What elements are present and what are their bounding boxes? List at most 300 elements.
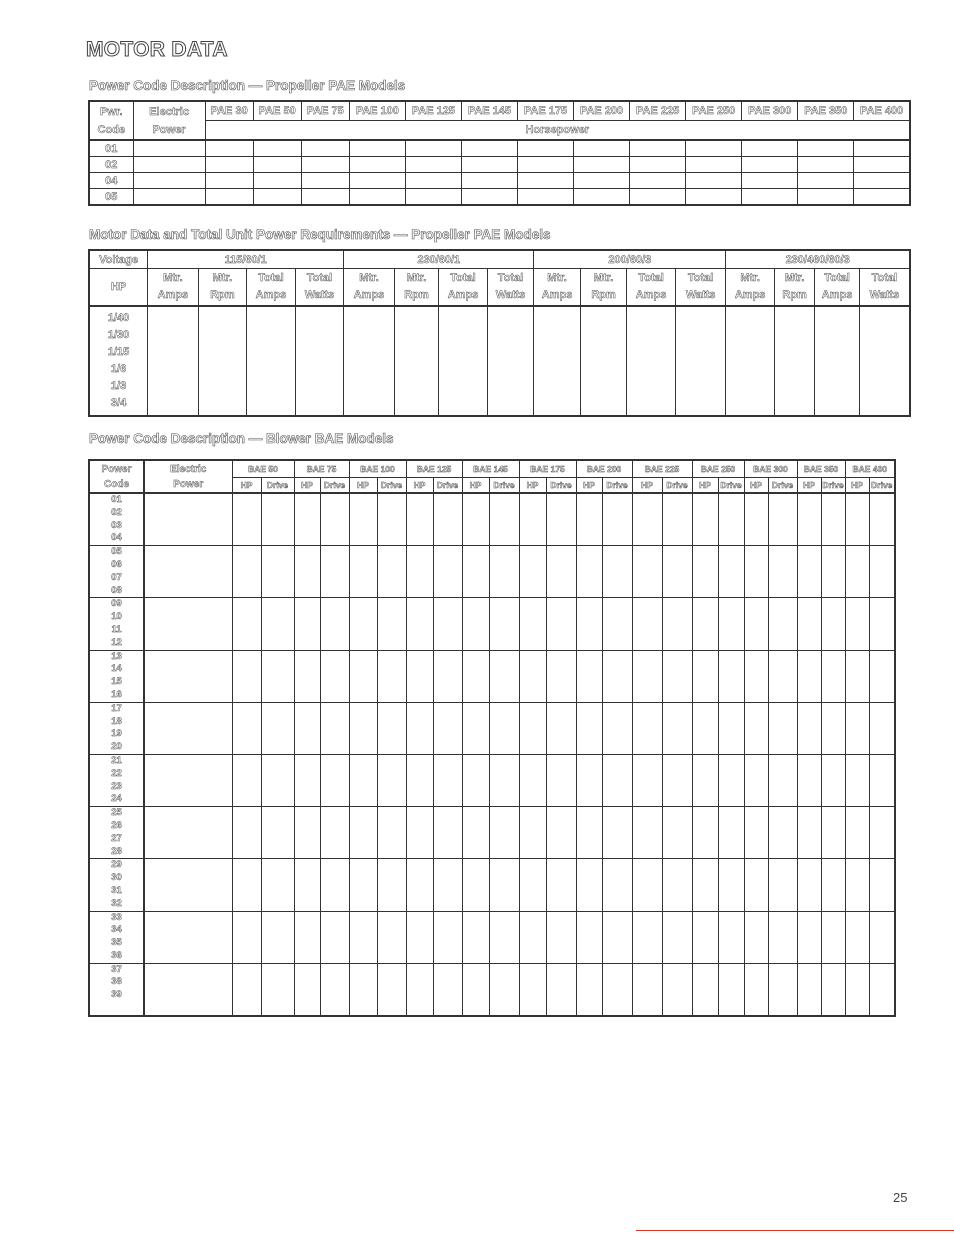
data-cell xyxy=(662,754,692,806)
data-cell xyxy=(845,702,869,754)
model-header: BAE 125 xyxy=(406,460,462,478)
data-cell xyxy=(433,598,462,650)
data-cell xyxy=(133,140,205,157)
electric-power-header xyxy=(133,101,205,140)
data-cell xyxy=(433,493,462,546)
data-cell xyxy=(546,807,576,859)
hp-subheader: HP xyxy=(462,478,489,494)
data-cell xyxy=(133,173,205,189)
data-cell xyxy=(630,140,686,157)
data-cell xyxy=(662,598,692,650)
code-group xyxy=(89,754,144,806)
power-code: 21 xyxy=(111,754,122,766)
data-cell xyxy=(742,173,798,189)
data-cell xyxy=(301,173,349,189)
data-cell xyxy=(854,157,910,173)
power-code: 35 xyxy=(111,937,122,949)
column-header-line: Mtr. xyxy=(406,272,427,284)
data-cell xyxy=(576,963,602,1016)
data-cell xyxy=(718,702,744,754)
data-cell xyxy=(692,754,718,806)
data-cell xyxy=(845,963,869,1016)
data-cell xyxy=(821,859,845,911)
hp-subheader: HP xyxy=(294,478,320,494)
data-cell xyxy=(869,650,895,702)
data-cell xyxy=(519,754,546,806)
code-group xyxy=(89,702,144,754)
model-header: PAE 125 xyxy=(405,101,461,121)
data-cell xyxy=(580,306,627,416)
table-row xyxy=(89,963,895,1016)
data-cell xyxy=(320,859,349,911)
electric-power-header-line: Power xyxy=(152,123,186,136)
column-header-line: Amps xyxy=(635,289,667,301)
power-code: 19 xyxy=(111,728,122,740)
data-cell xyxy=(406,963,433,1016)
data-cell xyxy=(517,157,573,173)
data-cell xyxy=(489,546,519,598)
data-cell xyxy=(205,157,253,173)
data-cell xyxy=(320,546,349,598)
data-cell xyxy=(574,157,630,173)
data-cell xyxy=(232,963,261,1016)
data-cell xyxy=(433,702,462,754)
electric-power-header xyxy=(144,460,232,493)
column-header-line: Rpm xyxy=(782,289,807,301)
model-header: PAE 50 xyxy=(253,101,301,121)
page-number: 25 xyxy=(893,1190,908,1205)
table-row xyxy=(89,173,910,189)
hp-subheader: HP xyxy=(349,478,377,494)
data-cell xyxy=(462,859,489,911)
data-cell xyxy=(546,546,576,598)
data-cell xyxy=(320,963,349,1016)
data-cell xyxy=(519,859,546,911)
data-cell xyxy=(462,650,489,702)
data-cell xyxy=(546,754,576,806)
voltage-group-header: 230/60/1 xyxy=(344,250,534,269)
column-header-line: Total xyxy=(687,272,714,284)
data-cell xyxy=(692,650,718,702)
data-cell xyxy=(144,754,232,806)
data-cell xyxy=(261,807,294,859)
table-row xyxy=(89,650,895,702)
drive-subheader: Drive xyxy=(320,478,349,494)
data-cell xyxy=(768,598,797,650)
data-cell xyxy=(377,650,406,702)
data-cell xyxy=(349,189,405,206)
data-cell xyxy=(406,754,433,806)
data-cell xyxy=(406,911,433,963)
table-row xyxy=(89,189,910,206)
table-row xyxy=(89,493,895,546)
data-cell xyxy=(546,598,576,650)
column-header-line: Total xyxy=(638,272,664,284)
power-code: 01 xyxy=(111,494,122,505)
data-cell xyxy=(821,546,845,598)
data-cell xyxy=(627,306,676,416)
data-cell xyxy=(692,807,718,859)
data-cell xyxy=(519,493,546,546)
data-cell xyxy=(686,157,742,173)
model-header: PAE 75 xyxy=(301,101,349,121)
data-cell xyxy=(489,807,519,859)
data-cell xyxy=(576,598,602,650)
model-header: BAE 145 xyxy=(462,460,519,478)
data-cell xyxy=(489,598,519,650)
data-cell xyxy=(798,157,854,173)
model-header: PAE 400 xyxy=(854,101,910,121)
drive-subheader: Drive xyxy=(377,478,406,494)
pwr-code-header-line: Code xyxy=(97,123,126,136)
power-code: 38 xyxy=(111,976,122,988)
data-cell xyxy=(798,140,854,157)
hp-subheader: HP xyxy=(744,478,768,494)
data-cell xyxy=(261,493,294,546)
data-cell xyxy=(349,157,405,173)
data-cell xyxy=(519,598,546,650)
data-cell xyxy=(261,859,294,911)
data-cell xyxy=(349,859,377,911)
data-cell xyxy=(377,963,406,1016)
data-cell xyxy=(232,546,261,598)
column-header-line: Mtr. xyxy=(784,272,805,284)
data-cell xyxy=(144,963,232,1016)
power-code: 27 xyxy=(111,832,122,844)
data-cell xyxy=(744,650,768,702)
code-group xyxy=(89,546,144,598)
model-header: BAE 50 xyxy=(232,460,294,478)
data-cell xyxy=(349,650,377,702)
data-cell xyxy=(144,911,232,963)
data-cell xyxy=(205,173,253,189)
data-cell xyxy=(261,963,294,1016)
data-cell xyxy=(692,963,718,1016)
data-cell xyxy=(349,702,377,754)
column-header-line: Rpm xyxy=(591,289,616,301)
data-cell xyxy=(576,754,602,806)
data-cell xyxy=(232,702,261,754)
column-header xyxy=(627,269,676,307)
drive-subheader: Drive xyxy=(869,478,895,494)
model-header: BAE 350 xyxy=(797,460,845,478)
data-cell xyxy=(344,306,395,416)
data-cell xyxy=(576,702,602,754)
power-code: 03 xyxy=(111,519,122,531)
data-cell xyxy=(602,598,632,650)
data-cell xyxy=(797,754,821,806)
power-code: 02 xyxy=(111,506,122,518)
model-header: BAE 175 xyxy=(519,460,576,478)
data-cell xyxy=(253,189,301,206)
column-header-line: Amps xyxy=(541,289,573,301)
data-cell xyxy=(692,911,718,963)
data-cell xyxy=(232,493,261,546)
column-header xyxy=(394,269,438,307)
hp-value: 1/6 xyxy=(110,363,127,375)
power-code: 05 xyxy=(111,546,122,558)
column-header xyxy=(815,269,859,307)
data-cell xyxy=(662,493,692,546)
data-cell xyxy=(517,173,573,189)
data-cell xyxy=(821,911,845,963)
data-cell xyxy=(349,546,377,598)
power-code: 25 xyxy=(111,807,122,819)
data-cell xyxy=(602,754,632,806)
data-cell xyxy=(662,546,692,598)
power-code: 04 xyxy=(89,173,133,189)
column-header-line: Total xyxy=(450,272,476,284)
data-cell xyxy=(462,702,489,754)
voltage-header: Voltage xyxy=(89,250,148,269)
data-cell xyxy=(377,493,406,546)
data-cell xyxy=(519,650,546,702)
data-cell xyxy=(489,650,519,702)
data-cell xyxy=(462,807,489,859)
code-group xyxy=(89,650,144,702)
data-cell xyxy=(869,859,895,911)
data-cell xyxy=(546,650,576,702)
column-header xyxy=(487,269,534,307)
column-header-line: Amps xyxy=(821,289,853,301)
data-cell xyxy=(632,859,662,911)
data-cell xyxy=(148,306,199,416)
data-cell xyxy=(574,189,630,206)
column-header-line: Amps xyxy=(157,289,189,301)
data-cell xyxy=(394,306,438,416)
model-header: BAE 100 xyxy=(349,460,406,478)
data-cell xyxy=(718,650,744,702)
section-title-bae-power-code: Power Code Description — Blower BAE Models xyxy=(89,431,394,446)
data-cell xyxy=(742,157,798,173)
data-cell xyxy=(576,650,602,702)
section-title-pae-power-code: Power Code Description — Propeller PAE Models xyxy=(89,78,406,93)
data-cell xyxy=(576,859,602,911)
drive-subheader: Drive xyxy=(768,478,797,494)
data-cell xyxy=(797,911,821,963)
model-header: BAE 250 xyxy=(692,460,744,478)
data-cell xyxy=(349,173,405,189)
data-cell xyxy=(869,911,895,963)
data-cell xyxy=(144,702,232,754)
data-cell xyxy=(377,702,406,754)
data-cell xyxy=(869,493,895,546)
model-header: BAE 300 xyxy=(744,460,797,478)
data-cell xyxy=(253,173,301,189)
power-code: 23 xyxy=(111,780,122,792)
drive-subheader: Drive xyxy=(718,478,744,494)
data-cell xyxy=(133,189,205,206)
data-cell xyxy=(632,807,662,859)
data-cell xyxy=(294,963,320,1016)
data-cell xyxy=(320,598,349,650)
data-cell xyxy=(845,546,869,598)
data-cell xyxy=(294,702,320,754)
data-cell xyxy=(320,807,349,859)
power-code: 04 xyxy=(111,532,122,544)
data-cell xyxy=(576,807,602,859)
section-title-pae-motor-data: Motor Data and Total Unit Power Requirements — Propeller PAE Models xyxy=(89,227,551,242)
hp-value: 3/4 xyxy=(110,397,127,409)
data-cell xyxy=(742,140,798,157)
data-cell xyxy=(854,173,910,189)
data-cell xyxy=(744,754,768,806)
data-cell xyxy=(630,173,686,189)
hp-value: 1/3 xyxy=(110,380,127,392)
data-cell xyxy=(821,963,845,1016)
data-cell xyxy=(602,911,632,963)
power-code: 33 xyxy=(111,911,122,923)
data-cell xyxy=(744,702,768,754)
data-cell xyxy=(377,807,406,859)
data-cell xyxy=(294,859,320,911)
data-cell xyxy=(675,306,726,416)
data-cell xyxy=(718,807,744,859)
data-cell xyxy=(662,859,692,911)
power-code: 24 xyxy=(111,793,122,805)
data-cell xyxy=(519,546,546,598)
column-header-line: Watts xyxy=(304,289,335,301)
column-header xyxy=(859,269,910,307)
data-cell xyxy=(602,807,632,859)
power-code: 11 xyxy=(111,623,122,635)
data-cell xyxy=(821,702,845,754)
drive-subheader: Drive xyxy=(821,478,845,494)
hp-value: 1/30 xyxy=(107,329,130,341)
hp-header: HP xyxy=(89,269,148,307)
column-header-line: Watts xyxy=(869,289,900,301)
data-cell xyxy=(797,702,821,754)
data-cell xyxy=(869,963,895,1016)
data-cell xyxy=(869,702,895,754)
hp-subheader: HP xyxy=(232,478,261,494)
data-cell xyxy=(821,807,845,859)
data-cell xyxy=(854,189,910,206)
model-header: PAE 175 xyxy=(517,101,573,121)
data-cell xyxy=(774,306,814,416)
data-cell xyxy=(232,911,261,963)
data-cell xyxy=(534,306,581,416)
column-header-line: Watts xyxy=(495,289,526,301)
data-cell xyxy=(405,140,461,157)
bae-power-code-table xyxy=(88,459,896,1017)
column-header-line: Rpm xyxy=(404,289,429,301)
drive-subheader: Drive xyxy=(662,478,692,494)
data-cell xyxy=(859,306,910,416)
footer-accent-line xyxy=(636,1230,954,1231)
column-header-line: Mtr. xyxy=(212,272,233,284)
model-header: BAE 75 xyxy=(294,460,349,478)
data-cell xyxy=(692,598,718,650)
data-cell xyxy=(869,598,895,650)
power-code: 22 xyxy=(111,767,122,779)
table-row xyxy=(89,702,895,754)
data-cell xyxy=(768,650,797,702)
data-cell xyxy=(320,493,349,546)
data-cell xyxy=(662,650,692,702)
code-group xyxy=(89,859,144,911)
data-cell xyxy=(632,911,662,963)
code-group xyxy=(89,598,144,650)
column-header xyxy=(148,269,199,307)
column-header-line: Total xyxy=(871,272,898,284)
data-cell xyxy=(854,140,910,157)
horsepower-header: Horsepower xyxy=(205,121,910,141)
data-cell xyxy=(768,859,797,911)
power-code: 36 xyxy=(111,949,122,961)
hp-subheader: HP xyxy=(519,478,546,494)
data-cell xyxy=(768,754,797,806)
data-cell xyxy=(349,911,377,963)
data-cell xyxy=(718,754,744,806)
data-cell xyxy=(744,598,768,650)
power-code: 39 xyxy=(111,989,122,1001)
model-header: BAE 200 xyxy=(576,460,632,478)
data-cell xyxy=(349,598,377,650)
data-cell xyxy=(546,911,576,963)
data-cell xyxy=(462,963,489,1016)
drive-subheader: Drive xyxy=(433,478,462,494)
code-group xyxy=(89,911,144,963)
data-cell xyxy=(320,911,349,963)
column-header-line: Mtr. xyxy=(593,272,614,284)
data-cell xyxy=(489,493,519,546)
hp-subheader: HP xyxy=(845,478,869,494)
data-cell xyxy=(662,911,692,963)
data-cell xyxy=(406,702,433,754)
data-cell xyxy=(489,963,519,1016)
code-group xyxy=(89,807,144,859)
data-cell xyxy=(546,859,576,911)
data-cell xyxy=(576,546,602,598)
data-cell xyxy=(797,963,821,1016)
power-code: 31 xyxy=(111,884,122,896)
data-cell xyxy=(718,963,744,1016)
power-code: 05 xyxy=(89,189,133,206)
data-cell xyxy=(406,546,433,598)
data-cell xyxy=(261,911,294,963)
data-cell xyxy=(519,702,546,754)
data-cell xyxy=(433,859,462,911)
data-cell xyxy=(797,546,821,598)
data-cell xyxy=(797,598,821,650)
data-cell xyxy=(630,189,686,206)
data-cell xyxy=(768,493,797,546)
voltage-group-header: 200/60/3 xyxy=(534,250,726,269)
data-cell xyxy=(744,963,768,1016)
data-cell xyxy=(294,598,320,650)
column-header xyxy=(198,269,247,307)
data-cell xyxy=(301,157,349,173)
data-cell xyxy=(144,598,232,650)
power-code: 09 xyxy=(111,598,122,610)
hp-subheader: HP xyxy=(692,478,718,494)
table-row xyxy=(89,911,895,963)
data-cell xyxy=(462,546,489,598)
data-cell xyxy=(349,493,377,546)
table-row xyxy=(89,140,910,157)
data-cell xyxy=(686,189,742,206)
column-header-line: Mtr. xyxy=(740,272,760,284)
data-cell xyxy=(797,650,821,702)
power-code: 30 xyxy=(111,872,122,884)
data-cell xyxy=(546,702,576,754)
data-cell xyxy=(768,963,797,1016)
column-header xyxy=(439,269,488,307)
data-cell xyxy=(377,546,406,598)
power-code: 14 xyxy=(111,663,122,675)
drive-subheader: Drive xyxy=(546,478,576,494)
